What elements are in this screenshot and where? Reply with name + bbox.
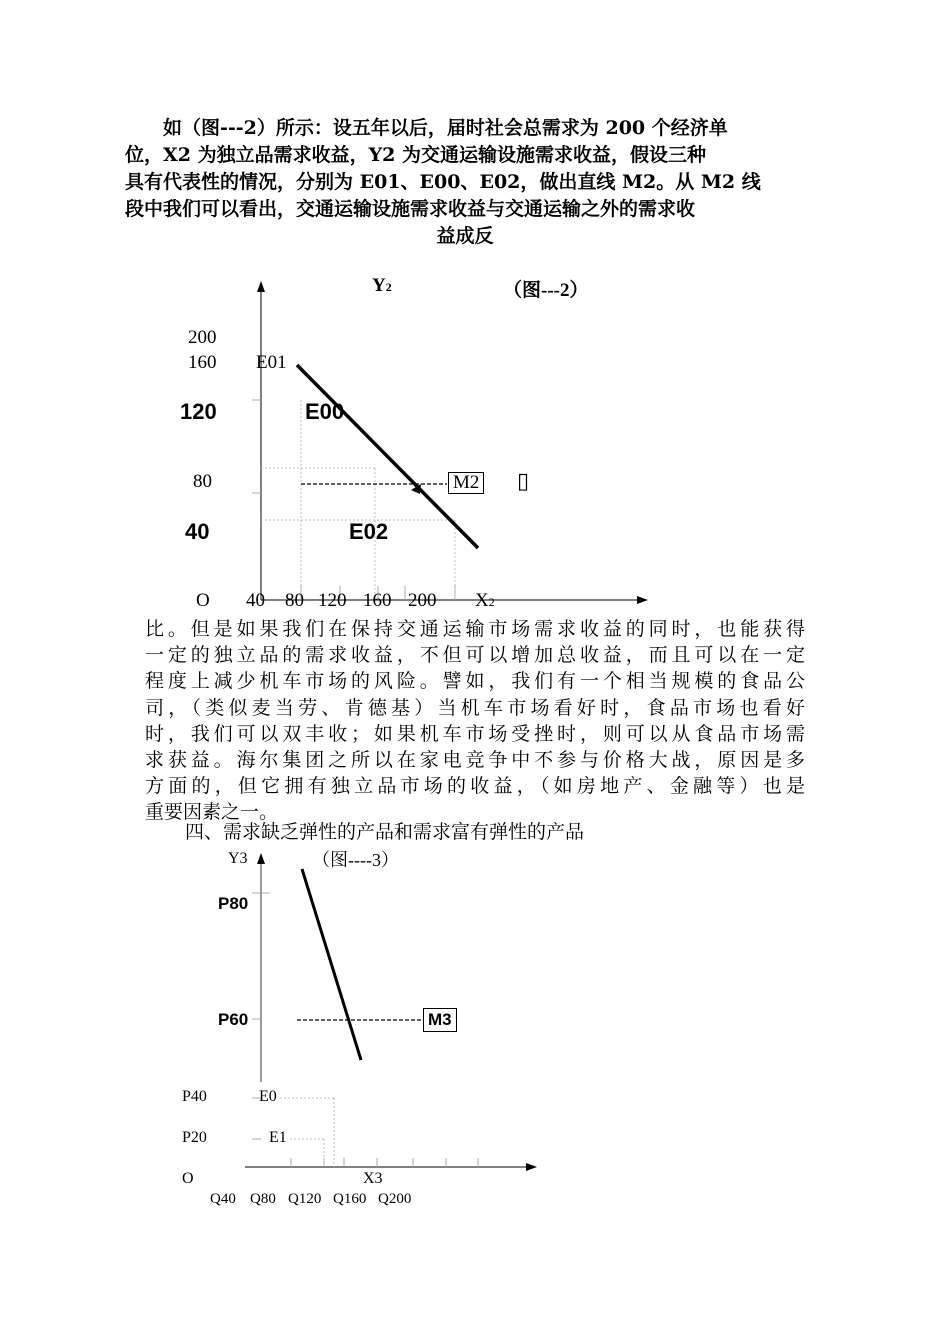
section-heading: 四、需求缺乏弹性的产品和需求富有弹性的产品 bbox=[185, 821, 585, 843]
fig2-x-tick-label: 160 bbox=[363, 590, 392, 611]
fig2-m2-label: M2 bbox=[448, 472, 484, 494]
fig3-y-tick-label: P80 bbox=[218, 894, 249, 913]
fig3-point-e0: E0 bbox=[259, 1088, 277, 1105]
fig2-placeholder-glyph: ▯ bbox=[517, 468, 530, 493]
fig2-y-tick-label: 120 bbox=[180, 399, 217, 424]
fig3-guide-lines bbox=[280, 1098, 334, 1167]
body-line: 求获益。海尔集团之所以在家电竞争中不参与价格大战，原因是多 bbox=[145, 749, 805, 772]
fig3-caption: （图----3） bbox=[312, 850, 399, 870]
fig2-x-tick-label: 40 bbox=[246, 590, 265, 611]
fig2-y-tick-label: 80 bbox=[193, 471, 212, 492]
fig3-y-tick-label: P60 bbox=[218, 1010, 249, 1029]
fig2-point-e01: E01 bbox=[256, 352, 287, 373]
fig3-demand-line bbox=[302, 869, 361, 1060]
fig2-x-tick-label: 120 bbox=[318, 590, 347, 611]
fig3-x-tick-label: Q200 bbox=[378, 1191, 412, 1207]
fig3-y-label: Y3 bbox=[228, 850, 248, 867]
fig2-point-e00: E00 bbox=[305, 399, 345, 424]
fig3-y-tick-label: P40 bbox=[182, 1088, 207, 1105]
fig2-y-tick-label: 40 bbox=[185, 519, 210, 544]
intro-line: 具有代表性的情况，分别为 E01、E00、E02，做出直线 M2。从 M2 线 bbox=[125, 171, 761, 193]
body-line: 比。但是如果我们在保持交通运输市场需求收益的同时，也能获得 bbox=[145, 618, 805, 640]
intro-line: 段中我们可以看出，交通运输设施需求收益与交通运输之外的需求收 bbox=[125, 198, 696, 220]
fig3-x-label: X3 bbox=[363, 1170, 383, 1187]
fig3-x-tick-marks bbox=[291, 1158, 478, 1167]
intro-line: 益成反 bbox=[436, 225, 494, 247]
fig2-y-tick-label: 200 bbox=[188, 327, 217, 348]
fig2-point-e02: E02 bbox=[349, 519, 389, 544]
fig3-y-tick-label: P20 bbox=[182, 1129, 207, 1146]
fig2-y-label: Y2 bbox=[372, 275, 392, 296]
fig2-caption: （图---2） bbox=[503, 280, 589, 301]
body-line: 时，我们可以双丰收；如果机车市场受挫时，则可以从食品市场需 bbox=[145, 722, 805, 745]
fig3-origin: O bbox=[182, 1170, 194, 1187]
fig3-point-e1: E1 bbox=[269, 1129, 287, 1146]
fig3-x-tick-label: Q40 bbox=[210, 1191, 236, 1207]
fig2-x-label: X2 bbox=[475, 590, 495, 611]
fig3-y-arrow-icon bbox=[257, 853, 265, 864]
body-line: 重要因素之一。 bbox=[145, 801, 279, 824]
body-line: 方面的，但它拥有独立品市场的收益，（如房地产、金融等）也是 bbox=[145, 775, 805, 798]
intro-line: 位，X2 为独立品需求收益，Y2 为交通运输设施需求收益，假设三种 bbox=[125, 144, 706, 166]
fig3-x-tick-label: Q160 bbox=[333, 1191, 367, 1207]
fig3-x-arrow-icon bbox=[526, 1163, 537, 1171]
fig3-m3-label: M3 bbox=[423, 1008, 457, 1032]
fig3-x-tick-label: Q80 bbox=[250, 1191, 276, 1207]
body-line: 一定的独立品的需求收益，不但可以增加总收益，而且可以在一定 bbox=[145, 644, 805, 667]
fig2-origin: O bbox=[196, 590, 210, 611]
intro-line: 如（图---2）所示：设五年以后，届时社会总需求为 200 个经济单 bbox=[163, 117, 728, 139]
fig2-y-tick-label: 160 bbox=[188, 352, 217, 373]
fig2-x-tick-label: 200 bbox=[408, 590, 437, 611]
fig2-x-tick-label: 80 bbox=[285, 590, 304, 611]
fig3-x-tick-label: Q120 bbox=[288, 1191, 322, 1207]
body-line: 司，（类似麦当劳、肯德基）当机车市场看好时，食品市场也看好 bbox=[145, 696, 805, 719]
body-line: 程度上减少机车市场的风险。譬如，我们有一个相当规模的食品公 bbox=[145, 670, 805, 693]
